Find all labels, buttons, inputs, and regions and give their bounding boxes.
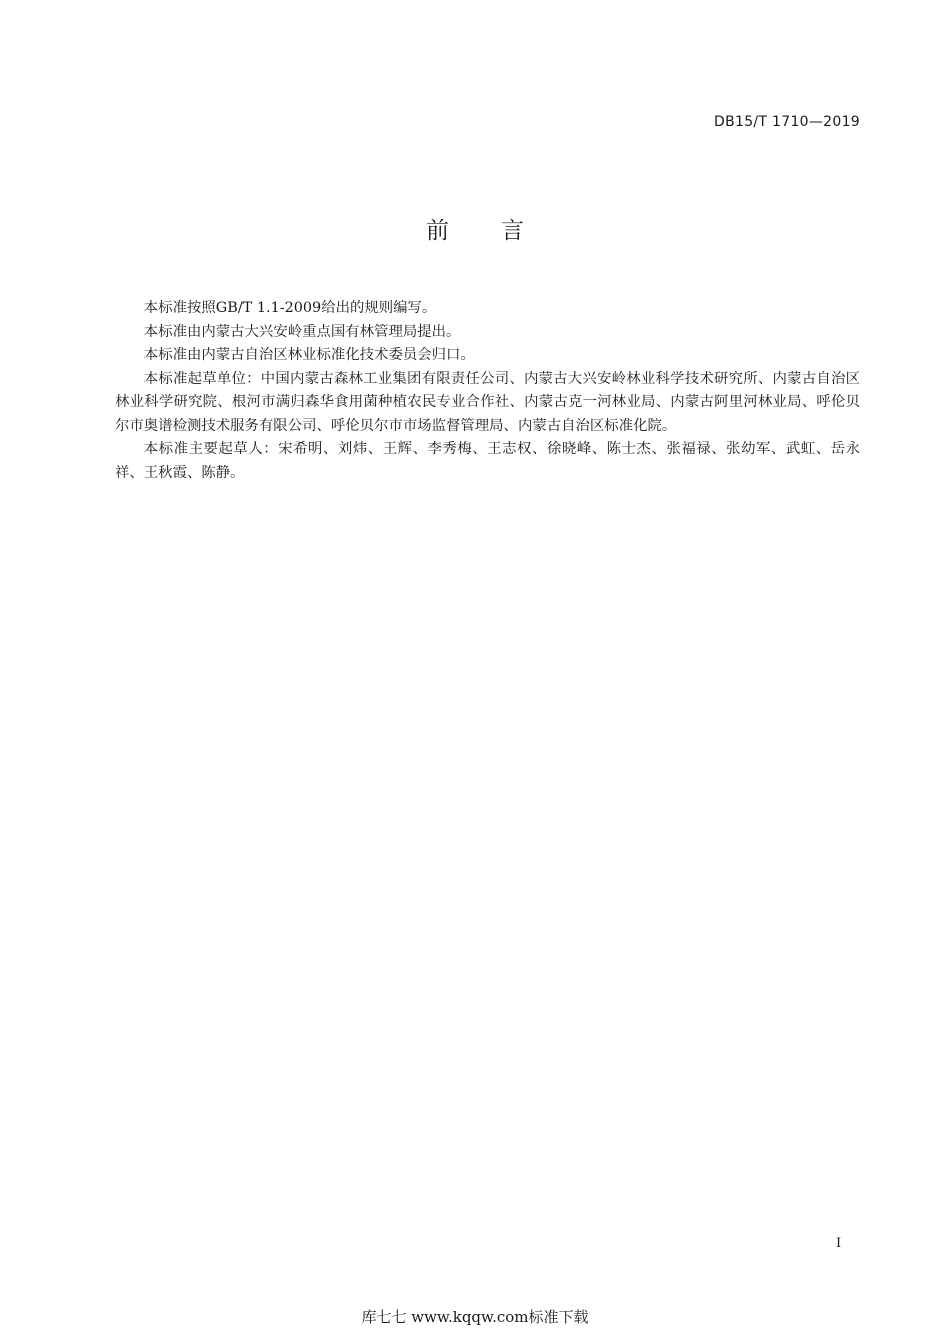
paragraph-administrator: 本标准由内蒙古自治区林业标准化技术委员会归口。 (143, 347, 475, 363)
paragraph-proposer: 本标准由内蒙古大兴安岭重点国有林管理局提出。 (143, 323, 461, 340)
page-number: I (836, 1236, 842, 1251)
paragraph-drafting-rules: 本标准按照GB/T 1.1-2009给出的规则编写。 (143, 300, 437, 316)
paragraph-drafting-units: 本标准起草单位：中国内蒙古森林工业集团有限责任公司、内蒙古大兴安岭林业科学技术研究所、内蒙古自治区林业科学研究院、根河市满归森华食用菌种植农民专业合作社、内蒙古克一河林业局、内蒙古阿里河林业局、呼伦贝尔市奥谱检测技术服务有限公司、呼伦贝尔市市场监督管理局、内蒙古自治区标准化院。 (115, 370, 860, 434)
page-title: 前言 (426, 218, 576, 244)
footer-watermark: 库七七 www.kqqw.com标准下载 (361, 1308, 589, 1326)
paragraph-drafters: 本标准主要起草人：宋希明、刘炜、王辉、李秀梅、王志权、徐晓峰、陈士杰、张福禄、张幼军、武虹、岳永祥、王秋霞、陈静。 (115, 441, 860, 481)
standard-number: DB15/T 1710—2019 (714, 114, 860, 130)
foreword-body (115, 297, 860, 485)
